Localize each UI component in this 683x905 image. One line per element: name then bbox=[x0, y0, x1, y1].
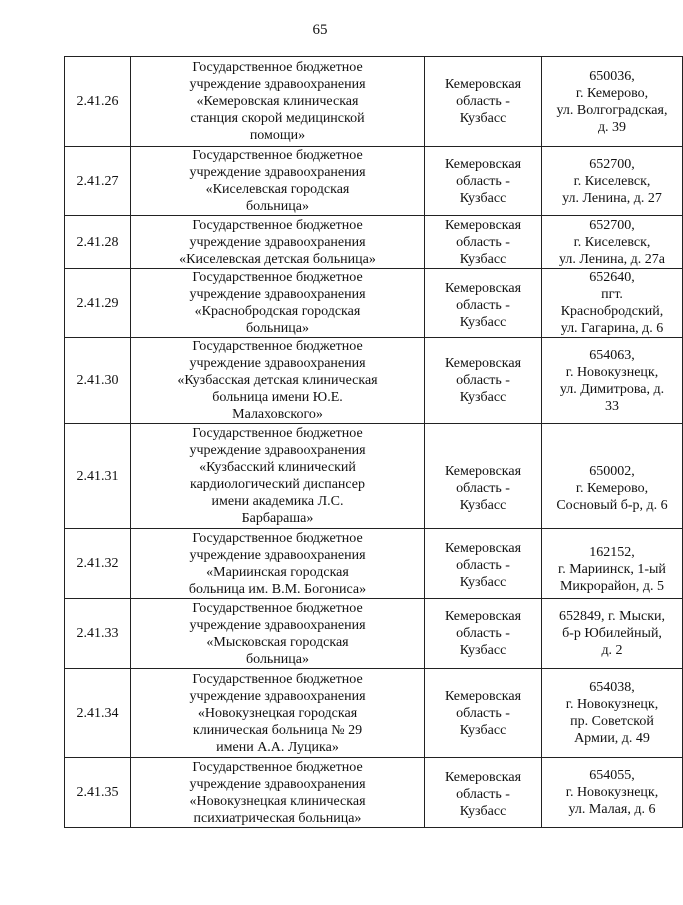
region: Кемеровская область - Кузбасс bbox=[425, 216, 542, 269]
institution-name: Государственное бюджетное учреждение здравоохранения «Кузбасская детская клиническая больница имени Ю.Е. Малаховского» bbox=[131, 338, 425, 424]
row-number: 2.41.26 bbox=[65, 57, 131, 147]
address: 650002, г. Кемерово, Сосновый б-р, д. 6 bbox=[542, 424, 683, 529]
table-row bbox=[65, 57, 683, 147]
address: 652700, г. Киселевск, ул. Ленина, д. 27 bbox=[542, 147, 683, 216]
address: 652700, г. Киселевск, ул. Ленина, д. 27а bbox=[542, 216, 683, 269]
address: 650036, г. Кемерово, ул. Волгоградская, д. 39 bbox=[542, 57, 683, 147]
row-number: 2.41.31 bbox=[65, 424, 131, 529]
institution-name: Государственное бюджетное учреждение здравоохранения «Краснобродская городская больница» bbox=[131, 269, 425, 338]
row-number: 2.41.33 bbox=[65, 599, 131, 669]
row-number: 2.41.28 bbox=[65, 216, 131, 269]
table-row bbox=[65, 599, 683, 669]
page-number: 65 bbox=[312, 22, 328, 38]
region: Кемеровская область - Кузбасс bbox=[425, 424, 542, 529]
institution-name: Государственное бюджетное учреждение здравоохранения «Новокузнецкая клиническая психиатрическая больница» bbox=[131, 758, 425, 828]
region: Кемеровская область - Кузбасс bbox=[425, 758, 542, 828]
row-number: 2.41.29 bbox=[65, 269, 131, 338]
institution-name: Государственное бюджетное учреждение здравоохранения «Киселевская детская больница» bbox=[131, 216, 425, 269]
address: 652640, пгт. Краснобродский, ул. Гагарина, д. 6 bbox=[542, 269, 683, 338]
institution-name: Государственное бюджетное учреждение здравоохранения «Мысковская городская больница» bbox=[131, 599, 425, 669]
table-row bbox=[65, 269, 683, 338]
region: Кемеровская область - Кузбасс bbox=[425, 338, 542, 424]
table-row bbox=[65, 338, 683, 424]
institution-name: Государственное бюджетное учреждение здравоохранения «Мариинская городская больница им. В.М. Богониса» bbox=[131, 529, 425, 599]
institution-name: Государственное бюджетное учреждение здравоохранения «Новокузнецкая городская клиническая больница № 29 имени А.А. Луцика» bbox=[131, 669, 425, 758]
row-number: 2.41.35 bbox=[65, 758, 131, 828]
institution-name: Государственное бюджетное учреждение здравоохранения «Киселевская городская больница» bbox=[131, 147, 425, 216]
row-number: 2.41.30 bbox=[65, 338, 131, 424]
table-row bbox=[65, 758, 683, 828]
region: Кемеровская область - Кузбасс bbox=[425, 529, 542, 599]
table-row bbox=[65, 669, 683, 758]
address: 652849, г. Мыски, б-р Юбилейный, д. 2 bbox=[542, 599, 683, 669]
region: Кемеровская область - Кузбасс bbox=[425, 269, 542, 338]
table-row bbox=[65, 216, 683, 269]
table-row bbox=[65, 147, 683, 216]
region: Кемеровская область - Кузбасс bbox=[425, 669, 542, 758]
address: 654063, г. Новокузнецк, ул. Димитрова, д. 33 bbox=[542, 338, 683, 424]
address: 654055, г. Новокузнецк, ул. Малая, д. 6 bbox=[542, 758, 683, 828]
institution-name: Государственное бюджетное учреждение здравоохранения «Кемеровская клиническая станция скорой медицинской помощи» bbox=[131, 57, 425, 147]
row-number: 2.41.32 bbox=[65, 529, 131, 599]
row-number: 2.41.34 bbox=[65, 669, 131, 758]
table-row bbox=[65, 529, 683, 599]
address: 654038, г. Новокузнецк, пр. Советской Армии, д. 49 bbox=[542, 669, 683, 758]
region: Кемеровская область - Кузбасс bbox=[425, 57, 542, 147]
region: Кемеровская область - Кузбасс bbox=[425, 599, 542, 669]
row-number: 2.41.27 bbox=[65, 147, 131, 216]
institution-name: Государственное бюджетное учреждение здравоохранения «Кузбасский клинический кардиологический диспансер имени академика Л.С. Барбараша» bbox=[131, 424, 425, 529]
region: Кемеровская область - Кузбасс bbox=[425, 147, 542, 216]
table-row bbox=[65, 424, 683, 529]
institutions-table bbox=[64, 56, 683, 828]
address: 162152, г. Мариинск, 1-ый Микрорайон, д. 5 bbox=[542, 529, 683, 599]
